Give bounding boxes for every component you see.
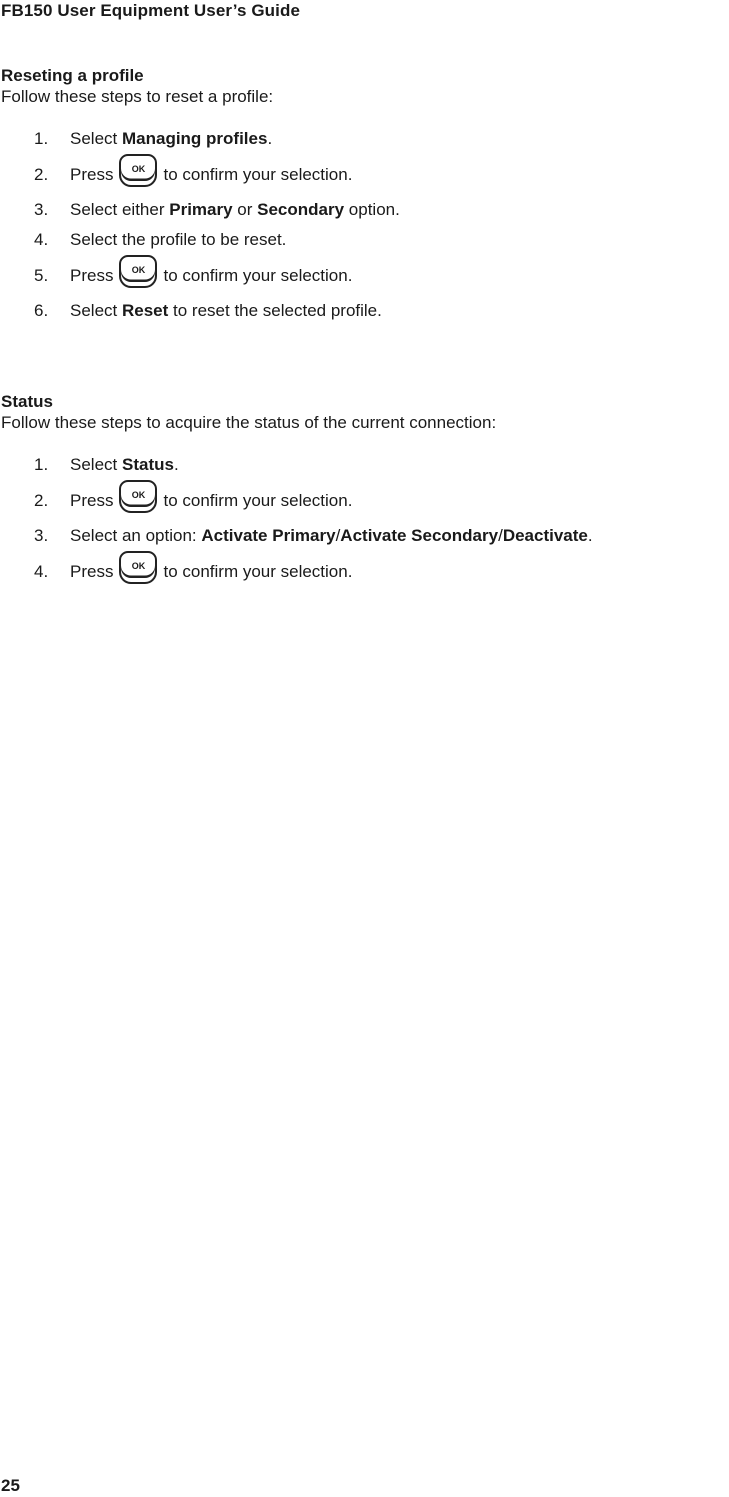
step-item: [1, 296, 729, 326]
step-item: [1, 450, 729, 480]
ok-key-icon: OK: [119, 255, 157, 288]
step-item: [1, 480, 729, 521]
step-item: [1, 124, 729, 154]
step-number: 2.: [34, 164, 49, 184]
step-emphasis: Status: [121, 455, 174, 474]
step-text: to confirm your selection.: [163, 164, 353, 184]
step-item: [1, 521, 729, 551]
step-item: [1, 225, 729, 255]
step-text: .: [267, 129, 273, 148]
step-number: 4.: [34, 561, 49, 581]
step-emphasis: Activate Secondary: [340, 526, 499, 545]
step-text: .: [173, 455, 179, 474]
ok-key-icon: OK: [119, 154, 157, 187]
section-title: Reseting a profile: [1, 66, 144, 85]
document-header: FB150 User Equipment User’s Guide: [1, 1, 300, 20]
step-number: 6.: [34, 301, 49, 320]
step-number: 3.: [34, 200, 49, 219]
step-emphasis: Activate Primary: [201, 526, 336, 545]
step-item: [1, 154, 729, 195]
steps-list: [1, 124, 729, 326]
step-text: Select: [70, 455, 122, 474]
page-number: 25: [1, 1476, 20, 1495]
step-number: 5.: [34, 265, 49, 285]
step-text: Press: [70, 561, 114, 581]
step-text: Select either: [70, 200, 170, 219]
step-emphasis: Managing profiles: [121, 129, 268, 148]
section-title: Status: [1, 392, 53, 411]
step-emphasis: Secondary: [257, 200, 345, 219]
step-text: or: [232, 200, 258, 219]
step-text: Select the profile to be reset.: [70, 230, 287, 249]
step-text: Press: [70, 490, 114, 510]
section-reseting-profile: [1, 65, 729, 326]
step-emphasis: Deactivate: [502, 526, 588, 545]
step-text: Press: [70, 164, 114, 184]
step-text: to confirm your selection.: [163, 490, 353, 510]
section-intro: Follow these steps to reset a profile:: [1, 87, 274, 106]
step-number: 4.: [34, 230, 49, 249]
step-text: to confirm your selection.: [163, 265, 353, 285]
step-number: 2.: [34, 490, 49, 510]
ok-key-icon: OK: [119, 551, 157, 584]
step-emphasis: Reset: [121, 301, 169, 320]
ok-key-icon: OK: [119, 480, 157, 513]
step-item: [1, 551, 729, 592]
steps-list: [1, 450, 729, 592]
step-text: option.: [344, 200, 400, 219]
step-emphasis: Primary: [169, 200, 233, 219]
step-number: 1.: [34, 455, 49, 474]
step-text: Select an option:: [70, 526, 202, 545]
step-text: /: [498, 526, 503, 545]
step-text: /: [335, 526, 341, 545]
step-text: Press: [70, 265, 114, 285]
section-intro: Follow these steps to acquire the status of the current connection:: [1, 413, 497, 432]
step-number: 3.: [34, 526, 49, 545]
step-text: .: [587, 526, 593, 545]
step-text: Select: [70, 301, 122, 320]
step-item: [1, 195, 729, 225]
step-number: 1.: [34, 129, 49, 148]
step-text: to reset the selected profile.: [168, 301, 382, 320]
step-text: to confirm your selection.: [163, 561, 353, 581]
step-item: [1, 255, 729, 296]
step-text: Select: [70, 129, 122, 148]
section-status: [1, 391, 729, 592]
